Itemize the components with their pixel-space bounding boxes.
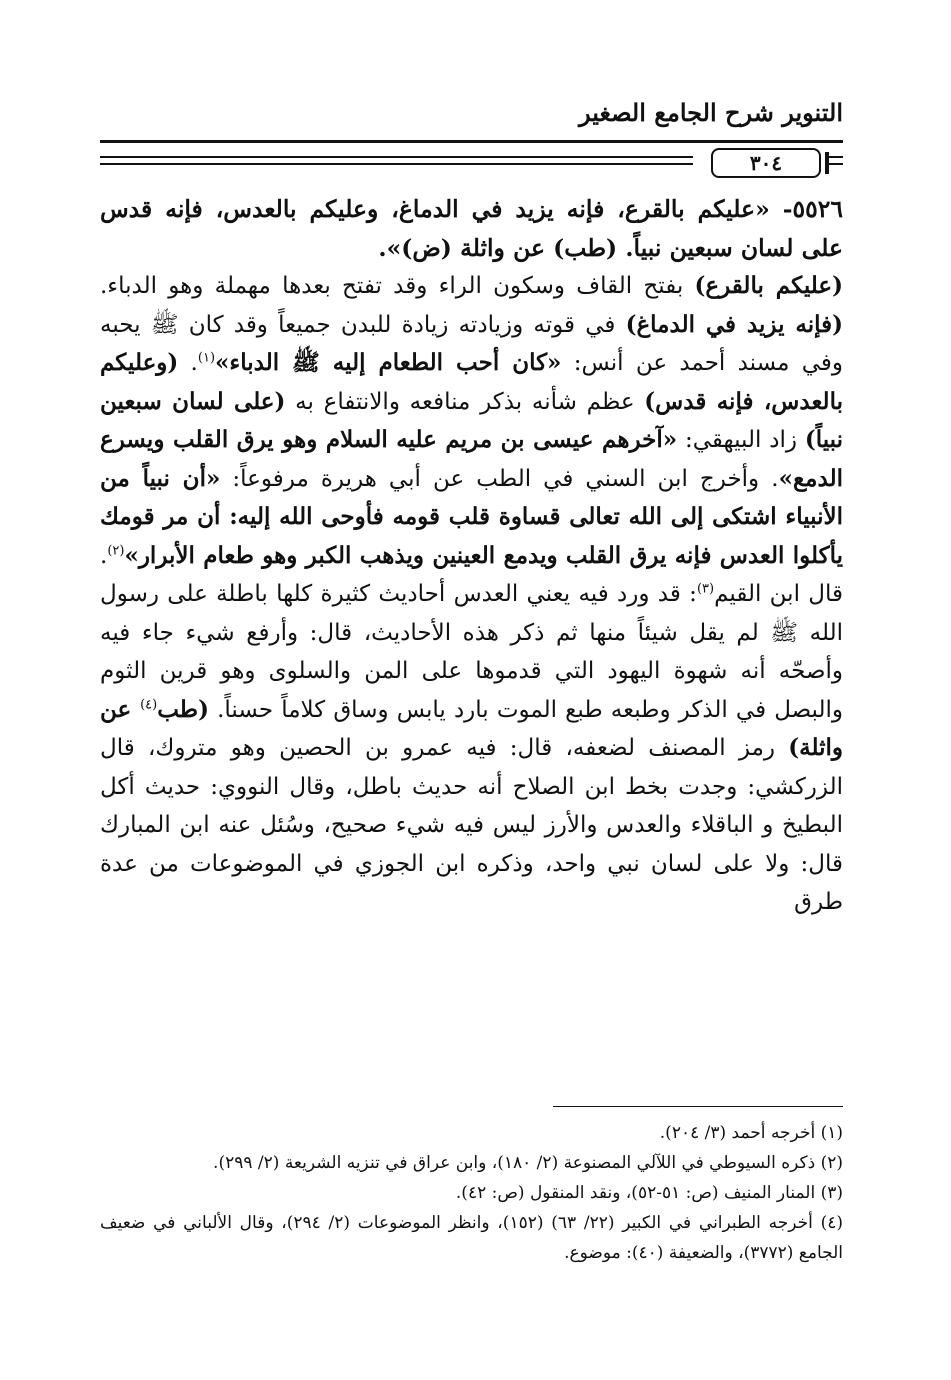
footnote-2: (٢) ذكره السيوطي في اللآلي المصنوعة (٢/ ١٨٠)، وابن عراق في تنزيه الشريعة (٢/ ٢٩٩). bbox=[213, 1153, 843, 1173]
commentary-text: زاد البيهقي: bbox=[677, 427, 805, 453]
commentary-text: . وأخرج ابن السني في الطب عن أبي هريرة مرفوعاً: bbox=[220, 465, 779, 492]
footnote-1: (١) أخرجه أحمد (٣/ ٢٠٤). bbox=[659, 1123, 843, 1143]
quoted-hadith: «كان أحب الطعام إليه ﷺ الدباء» bbox=[215, 349, 562, 376]
lemma: (طب bbox=[157, 695, 209, 723]
page-header bbox=[100, 88, 843, 178]
commentary-text: . bbox=[178, 350, 198, 376]
footnote-ref[interactable]: (٣) bbox=[696, 581, 715, 597]
footnotes bbox=[100, 1118, 843, 1268]
lemma: عن واثلة) bbox=[100, 695, 843, 761]
page-number: ٣٠٤ bbox=[711, 148, 821, 178]
hadith-text: «عليكم بالقرع، فإنه يزيد في الدماغ، وعليكم بالعدس، فإنه قدس على لسان سبعين نبياً. (طب) عن واثلة (ض)». bbox=[100, 195, 843, 262]
footnote-ref[interactable]: (٢) bbox=[107, 542, 125, 558]
lemma: (فإنه يزيد في الدماغ) bbox=[625, 310, 843, 338]
commentary-paragraph bbox=[100, 267, 843, 922]
hadith-number: ٥٥٢٦- bbox=[769, 195, 843, 223]
footnote-separator bbox=[553, 1106, 843, 1107]
double-rule-right bbox=[829, 156, 843, 165]
commentary-text: رمز المصنف لضعفه، قال: فيه عمرو بن الحصين وهو متروك، قال الزركشي: وجدت بخط ابن الصلاح أنه حديث باطل، وقال النووي: حديث أكل البطيخ و الباقلاء والعدس والأرز ليس فيه شيء صحيح، وسُئل عنه ابن المبارك قال: ولا على لسان نبي واحد، وذكره ابن الجوزي في الموضوعات من عدة طرق bbox=[100, 735, 843, 915]
double-rule-left bbox=[100, 156, 693, 165]
lemma: (عليكم بالقرع) bbox=[694, 272, 843, 299]
footnote-ref[interactable]: (١) bbox=[197, 350, 216, 366]
footnote-ref[interactable]: (٤) bbox=[140, 696, 158, 712]
commentary-text: في قوته وزيادته زيادة للبدن جميعاً وقد كان ﷺ يحبه وفي مسند أحمد عن أنس: bbox=[100, 311, 843, 376]
footnote-4: (٤) أخرجه الطبراني في الكبير (٢٢/ ٦٣) (١٥٢)، وانظر الموضوعات (٢/ ٢٩٤)، وقال الألباني في ضعيف الجامع (٣٧٧٢)، والضعيفة (٤٠): موضوع. bbox=[100, 1213, 844, 1263]
commentary-text: عظم شأنه بذكر منافعه والانتفاع به bbox=[285, 388, 645, 415]
hadith-entry bbox=[100, 190, 843, 267]
main-text bbox=[100, 190, 843, 922]
header-ornament bbox=[100, 148, 843, 178]
commentary-text: بفتح القاف وسكون الراء وقد تفتح بعدها مهملة وهو الدباء. bbox=[100, 273, 695, 299]
commentary-text: : قد ورد فيه يعني العدس أحاديث كثيرة كلها باطلة على رسول الله ﷺ لم يقل شيئاً منها ثم ذكر هذه الأحاديث، قال: وأرفع شيء جاء فيه وأصحّه أنه شهوة اليهود التي قدموها على المن والسلوى وهو قرين الثوم والبصل في الذكر وطبعه طبع الموت بارد يابس وساق كلاماً حسناً. bbox=[100, 581, 844, 723]
header-rule bbox=[100, 140, 843, 143]
quoted-hadith: «أن نبياً من الأنبياء اشتكى إلى الله تعالى قساوة قلب قومه فأوحى الله إليه: أن مر قومك يأكلوا العدس فإنه يرق القلب ويدمع العينين ويذهب الكبر وهو طعام الأبرار» bbox=[100, 464, 843, 569]
running-title: التنوير شرح الجامع الصغير bbox=[579, 98, 843, 127]
lemma: (على لسان سبعين نبياً) bbox=[100, 387, 844, 453]
commentary-text: . قال ابن القيم bbox=[100, 542, 843, 607]
lemma: (وعليكم بالعدس، فإنه قدس) bbox=[100, 349, 843, 415]
quoted-hadith: «آخرهم عيسى بن مريم عليه السلام وهو يرق القلب ويسرع الدمع» bbox=[100, 426, 843, 492]
footnote-3: (٣) المنار المنيف (ص: ٥١-٥٢)، ونقد المنقول (ص: ٤٢). bbox=[455, 1183, 843, 1203]
